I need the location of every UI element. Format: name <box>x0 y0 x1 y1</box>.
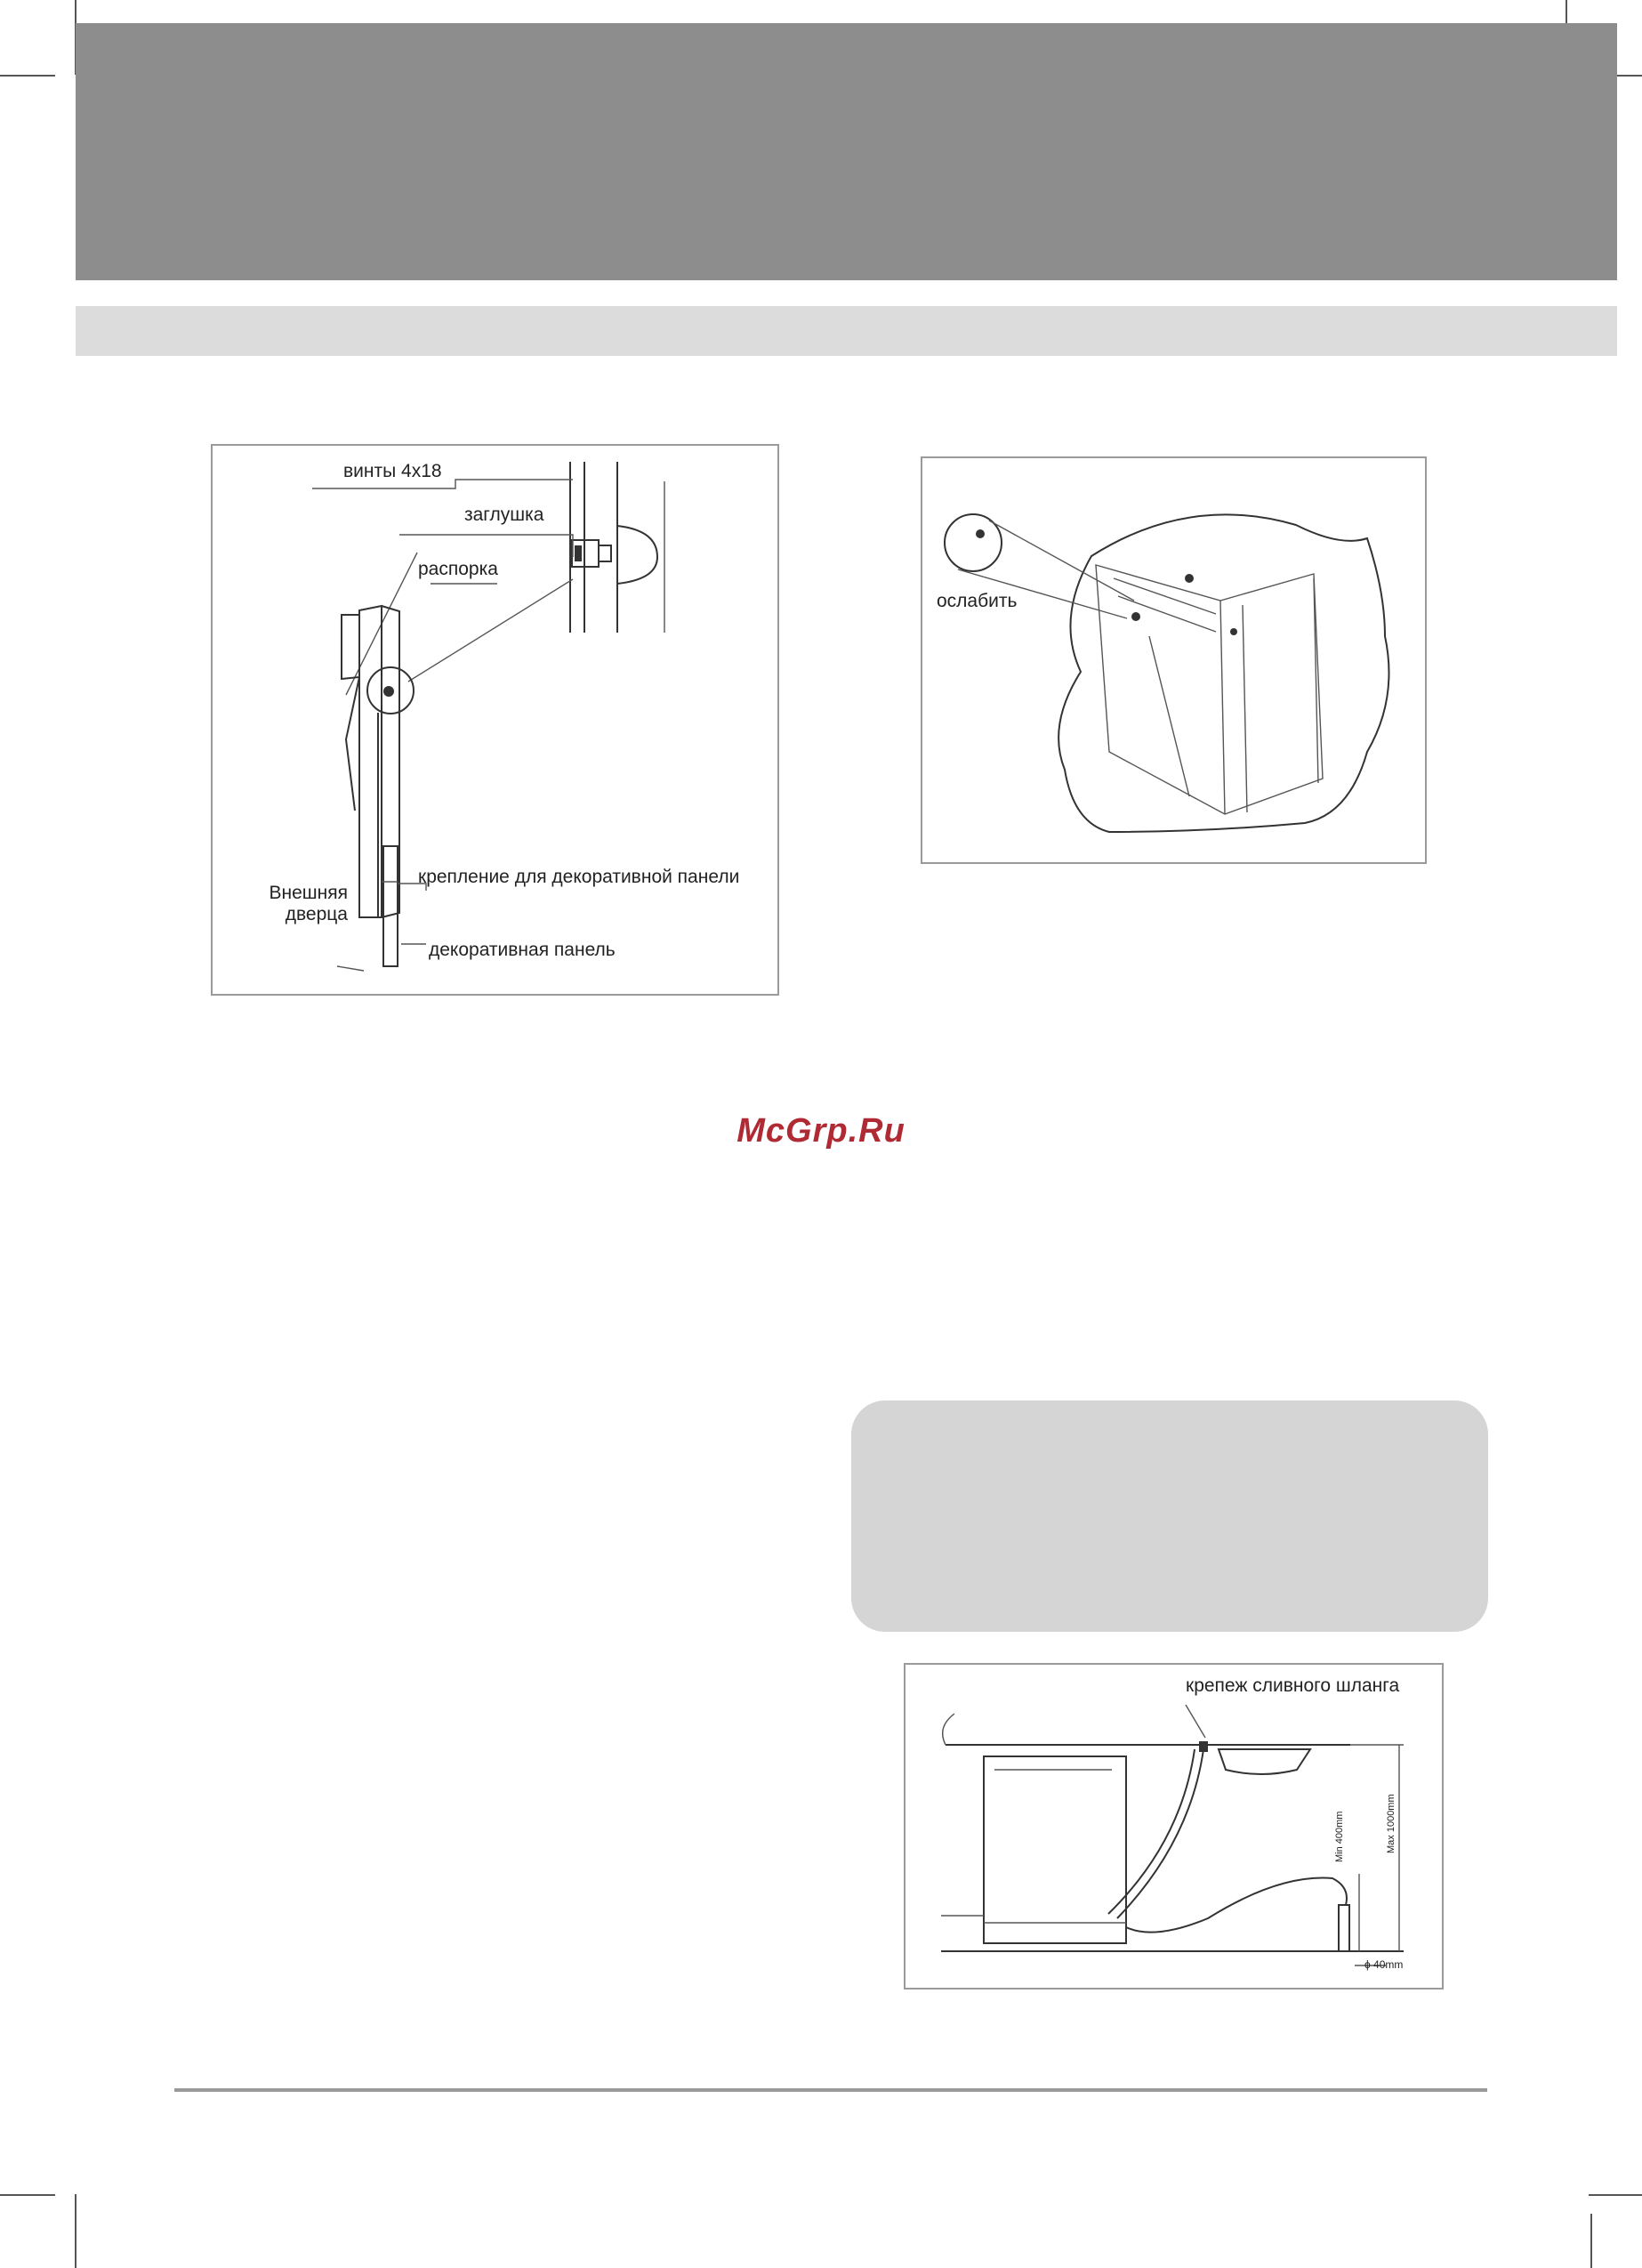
outer-door-label-line2: дверца <box>285 904 348 925</box>
drain-clamp-label: крепеж сливного шланга <box>1186 1675 1400 1696</box>
max-height-label: Max 1000mm <box>1386 1794 1397 1853</box>
loosen-drawing <box>922 458 1429 866</box>
crop-mark <box>0 2194 55 2196</box>
diameter-label: ϕ 40mm <box>1364 1958 1404 1971</box>
door-panel-figure <box>211 444 779 996</box>
outer-door-label <box>248 883 348 925</box>
header-band <box>76 23 1617 280</box>
loosen-label: ослабить <box>937 591 1018 611</box>
note-box <box>851 1400 1488 1632</box>
crop-mark <box>1589 2194 1642 2196</box>
watermark: McGrp.Ru <box>736 1112 906 1150</box>
footer-rule <box>174 2088 1487 2092</box>
min-height-label: Min 400mm <box>1334 1811 1345 1862</box>
spacer-label: распорка <box>418 559 498 579</box>
screws-label: винты 4x18 <box>343 461 442 481</box>
crop-mark <box>1590 2214 1592 2268</box>
bracket-label: крепление для декоративной панели <box>418 867 740 887</box>
decor-panel-label: декоративная панель <box>429 940 616 960</box>
loosen-figure <box>921 456 1427 864</box>
crop-mark <box>0 75 55 77</box>
drain-hose-figure <box>904 1663 1444 1990</box>
outer-door-label-line1: Внешняя <box>269 883 348 903</box>
drain-hose-drawing <box>906 1665 1445 1991</box>
subheader-band <box>76 306 1617 356</box>
crop-mark <box>75 2194 76 2268</box>
plug-label: заглушка <box>464 504 544 525</box>
